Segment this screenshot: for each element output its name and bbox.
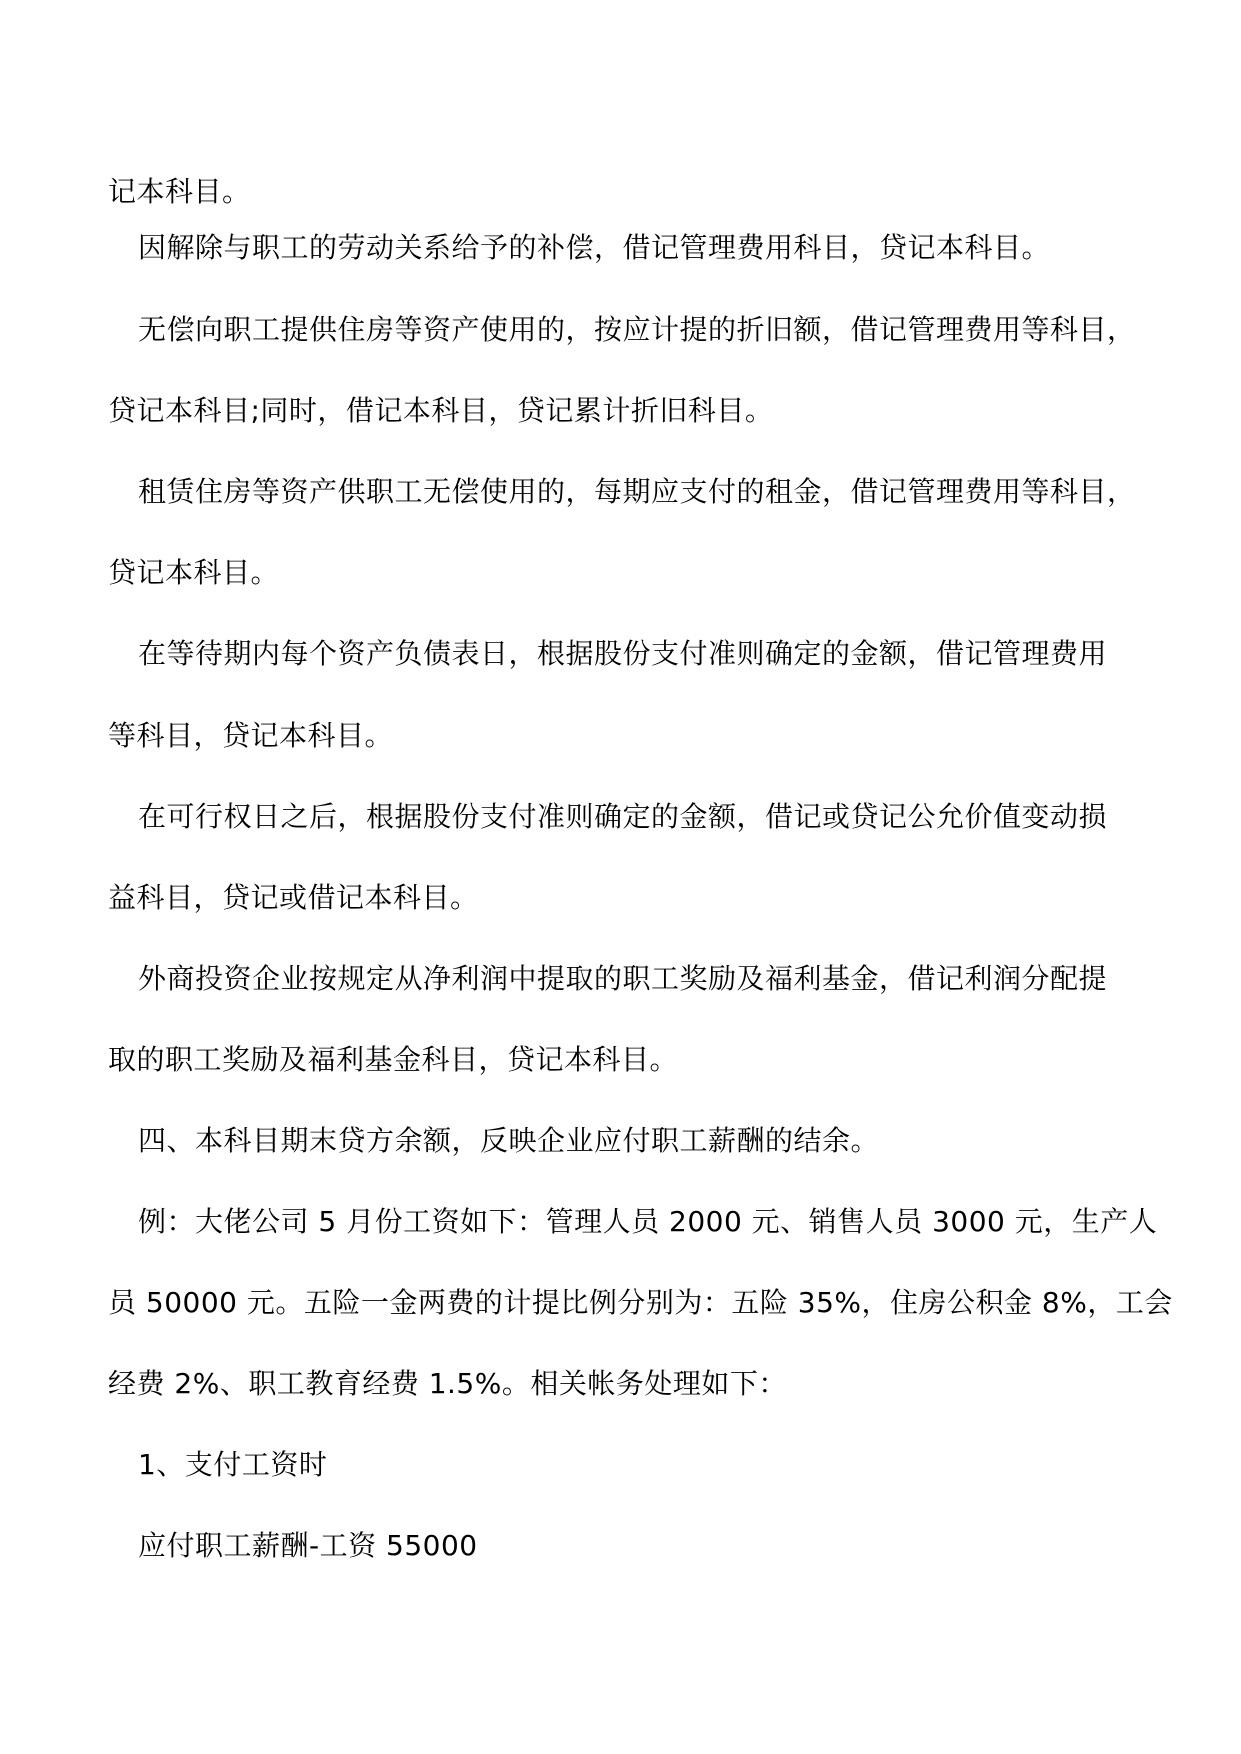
- paragraph-line-11: 外商投资企业按规定从净利润中提取的职工奖励及福利基金，借记利润分配提: [138, 962, 1108, 995]
- paragraph-line-5: 租赁住房等资产供职工无偿使用的，每期应支付的租金，借记管理费用等科目，: [138, 475, 1136, 508]
- paragraph-line-7: 在等待期内每个资产负债表日，根据股份支付准则确定的金额，借记管理费用: [138, 637, 1108, 670]
- paragraph-line-8: 等科目，贷记本科目。: [108, 719, 394, 752]
- paragraph-line-16: 经费 2%、职工教育经费 1.5%。相关帐务处理如下：: [108, 1367, 787, 1400]
- paragraph-line-9: 在可行权日之后，根据股份支付准则确定的金额，借记或贷记公允价值变动损: [138, 800, 1108, 833]
- paragraph-line-3: 无偿向职工提供住房等资产使用的，按应计提的折旧额，借记管理费用等科目，: [138, 313, 1136, 346]
- paragraph-line-15: 员 50000 元。五险一金两费的计提比例分别为：五险 35%，住房公积金 8%，工会: [108, 1286, 1173, 1319]
- paragraph-line-2: 因解除与职工的劳动关系给予的补偿，借记管理费用科目，贷记本科目。: [138, 231, 1051, 264]
- paragraph-line-6: 贷记本科目。: [108, 556, 280, 589]
- paragraph-line-1: 记本科目。: [108, 175, 251, 208]
- paragraph-line-17: 1、支付工资时: [138, 1448, 328, 1481]
- paragraph-line-14: 例：大佬公司 5 月份工资如下：管理人员 2000 元、销售人员 3000 元，生产人: [138, 1205, 1158, 1238]
- paragraph-line-4: 贷记本科目;同时，借记本科目，贷记累计折旧科目。: [108, 394, 774, 427]
- paragraph-line-13: 四、本科目期末贷方余额，反映企业应付职工薪酬的结余。: [138, 1124, 880, 1157]
- paragraph-line-10: 益科目，贷记或借记本科目。: [108, 881, 479, 914]
- paragraph-line-18: 应付职工薪酬-工资 55000: [138, 1529, 478, 1562]
- paragraph-line-12: 取的职工奖励及福利基金科目，贷记本科目。: [108, 1043, 679, 1076]
